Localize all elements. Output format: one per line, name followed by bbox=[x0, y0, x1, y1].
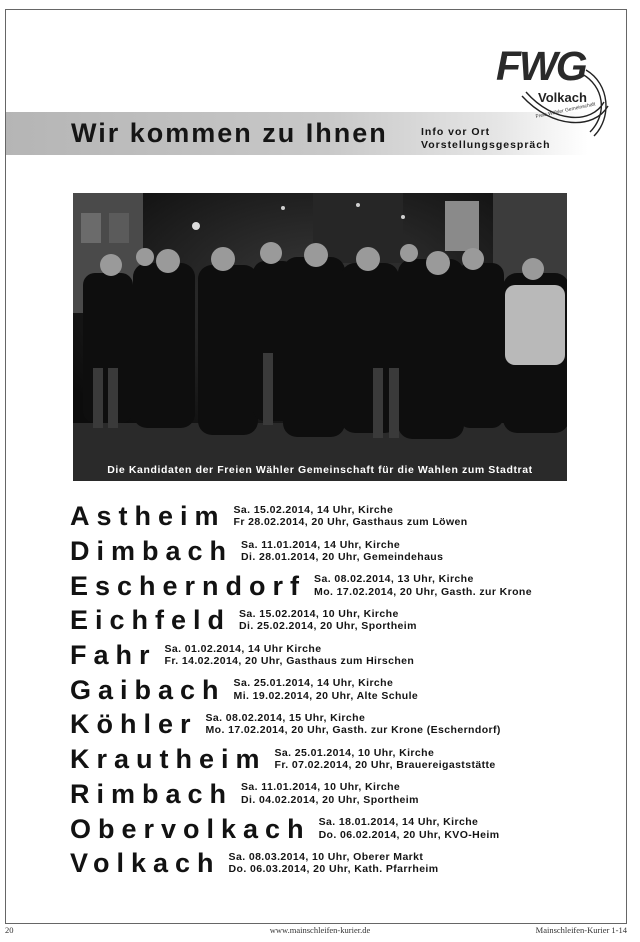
footer-issue: Mainschleifen-Kurier 1-14 bbox=[535, 925, 627, 935]
schedule-row bbox=[70, 742, 630, 777]
town-dates bbox=[319, 816, 500, 841]
date-line-1: Sa. 25.01.2014, 10 Uhr, Kirche bbox=[274, 746, 435, 759]
town-name: Astheim bbox=[70, 501, 226, 532]
town-name: Köhler bbox=[70, 709, 198, 740]
date-line-1: Sa. 08.02.2014, 15 Uhr, Kirche bbox=[205, 711, 366, 724]
town-name: Fahr bbox=[70, 640, 157, 671]
date-line-2: Fr. 14.02.2014, 20 Uhr, Gasthaus zum Hirschen bbox=[164, 655, 415, 668]
town-name: Dimbach bbox=[70, 536, 234, 567]
date-line-1: Sa. 15.02.2014, 14 Uhr, Kirche bbox=[233, 503, 394, 516]
date-line-1: Sa. 11.01.2014, 10 Uhr, Kirche bbox=[241, 781, 401, 794]
date-line-2: Do. 06.03.2014, 20 Uhr, Kath. Pfarrheim bbox=[228, 863, 439, 876]
town-name: Eichfeld bbox=[70, 605, 232, 636]
schedule-row bbox=[70, 777, 630, 812]
town-dates bbox=[275, 747, 496, 772]
town-dates bbox=[165, 643, 415, 668]
date-line-2: Mo. 17.02.2014, 20 Uhr, Gasth. zur Krone bbox=[314, 585, 532, 598]
schedule-row bbox=[70, 568, 630, 603]
town-dates bbox=[206, 712, 501, 737]
schedule-row bbox=[70, 846, 630, 881]
town-dates bbox=[229, 851, 439, 876]
logo-arc-text: Freie Wähler Gemeinschaft bbox=[535, 101, 596, 120]
date-line-2: Do. 06.02.2014, 20 Uhr, KVO-Heim bbox=[318, 828, 500, 841]
date-line-2: Fr. 07.02.2014, 20 Uhr, Brauereigaststätte bbox=[274, 759, 496, 772]
town-name: Escherndorf bbox=[70, 570, 307, 601]
town-name: Obervolkach bbox=[70, 813, 311, 844]
fwg-logo bbox=[482, 34, 610, 144]
town-dates bbox=[241, 539, 443, 564]
town-name: Rimbach bbox=[70, 778, 234, 809]
tagline-line-2: Vorstellungsgespräch bbox=[421, 139, 551, 151]
schedule-row bbox=[70, 499, 630, 534]
date-line-1: Sa. 01.02.2014, 14 Uhr Kirche bbox=[164, 642, 322, 655]
town-dates bbox=[314, 573, 532, 598]
date-line-2: Di. 25.02.2014, 20 Uhr, Sportheim bbox=[239, 620, 417, 633]
date-line-2: Fr 28.02.2014, 20 Uhr, Gasthaus zum Löwen bbox=[233, 516, 468, 529]
town-dates bbox=[241, 781, 419, 806]
schedule-row bbox=[70, 672, 630, 707]
schedule-row bbox=[70, 603, 630, 638]
town-name: Gaibach bbox=[70, 674, 226, 705]
date-line-2: Mo. 17.02.2014, 20 Uhr, Gasth. zur Krone (Escherndorf) bbox=[205, 724, 501, 737]
date-line-2: Di. 04.02.2014, 20 Uhr, Sportheim bbox=[241, 793, 419, 806]
schedule-row bbox=[70, 811, 630, 846]
tagline-line-1: Info vor Ort bbox=[421, 126, 491, 138]
page-frame bbox=[5, 9, 627, 924]
town-dates bbox=[239, 608, 417, 633]
group-photo bbox=[73, 193, 567, 481]
date-line-1: Sa. 08.02.2014, 13 Uhr, Kirche bbox=[314, 573, 474, 586]
town-dates bbox=[234, 677, 419, 702]
date-line-1: Sa. 18.01.2014, 14 Uhr, Kirche bbox=[318, 816, 479, 829]
logo-subtitle: Volkach bbox=[538, 90, 587, 105]
date-line-1: Sa. 11.01.2014, 14 Uhr, Kirche bbox=[241, 538, 401, 551]
schedule-row bbox=[70, 638, 630, 673]
date-line-2: Di. 28.01.2014, 20 Uhr, Gemeindehaus bbox=[241, 551, 444, 564]
date-line-1: Sa. 15.02.2014, 10 Uhr, Kirche bbox=[239, 607, 399, 620]
town-name: Volkach bbox=[70, 848, 221, 879]
date-line-1: Sa. 08.03.2014, 10 Uhr, Oberer Markt bbox=[228, 850, 424, 863]
schedule-row bbox=[70, 707, 630, 742]
page-title: Wir kommen zu Ihnen bbox=[71, 118, 388, 148]
photo-caption: Die Kandidaten der Freien Wähler Gemeinschaft für die Wahlen zum Stadtrat bbox=[107, 464, 533, 476]
schedule-row bbox=[70, 534, 630, 569]
schedule-list bbox=[70, 499, 630, 881]
town-name: Krautheim bbox=[70, 744, 267, 775]
page-number: 20 bbox=[5, 925, 14, 935]
logo-text: FWG bbox=[496, 43, 586, 89]
date-line-1: Sa. 25.01.2014, 14 Uhr, Kirche bbox=[233, 677, 394, 690]
footer-url: www.mainschleifen-kurier.de bbox=[269, 925, 371, 935]
town-dates bbox=[234, 504, 468, 529]
group-photo-image bbox=[73, 193, 567, 481]
date-line-2: Mi. 19.02.2014, 20 Uhr, Alte Schule bbox=[233, 689, 419, 702]
